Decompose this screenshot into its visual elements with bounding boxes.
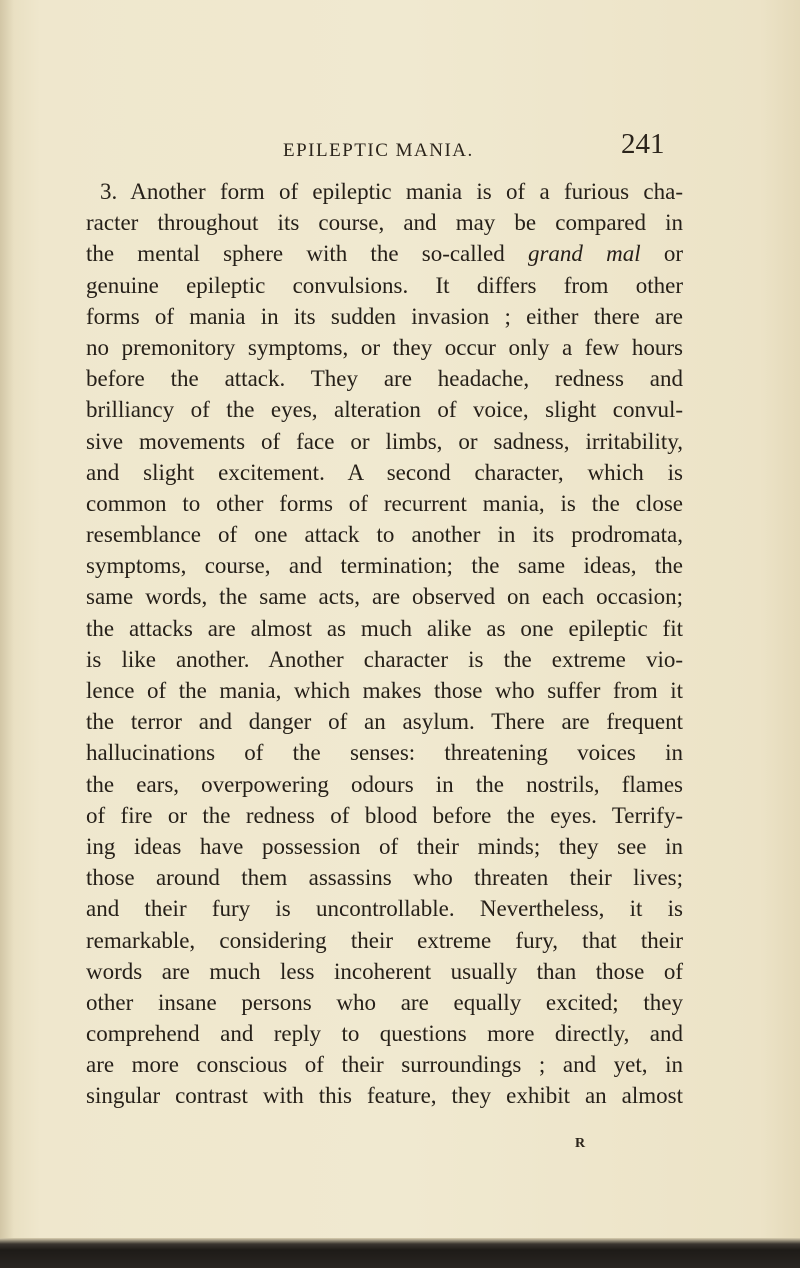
text-line-11: common to other forms of recurrent mania, is the close bbox=[86, 490, 683, 516]
text-line-4: genuine epileptic convulsions. It differs from other bbox=[86, 272, 683, 298]
text-line-26: words are much less incoherent usually than those of bbox=[86, 958, 683, 984]
text-line-14: same words, the same acts, are observed on each occasion; bbox=[86, 584, 683, 610]
text-line-5: forms of mania in its sudden invasion ; either there are bbox=[86, 303, 683, 329]
text-line-28: comprehend and reply to questions more directly, and bbox=[86, 1021, 683, 1047]
text-line-24: and their fury is uncontrollable. Nevertheless, it is bbox=[86, 896, 683, 922]
text-line-16: is like another. Another character is the extreme vio- bbox=[86, 646, 683, 672]
text-line-23: those around them assassins who threaten their lives; bbox=[86, 865, 683, 891]
signature-mark: R bbox=[575, 1136, 587, 1151]
text-line-15: the attacks are almost as much alike as one epileptic fit bbox=[86, 615, 683, 641]
text-line-20: the ears, overpowering odours in the nostrils, flames bbox=[86, 771, 683, 797]
text-line-10: and slight excitement. A second character, which is bbox=[86, 459, 683, 485]
text-line-3-after: or bbox=[640, 241, 684, 267]
running-title: EPILEPTIC MANIA. bbox=[283, 140, 474, 161]
text-line-3 bbox=[86, 238, 683, 269]
text-line-18: the terror and danger of an asylum. There are frequent bbox=[86, 709, 683, 735]
text-line-19: hallucinations of the senses: threatening voices in bbox=[86, 740, 683, 766]
text-line-17: lence of the mania, which makes those who suffer from it bbox=[86, 678, 683, 703]
text-line-3-before: the mental sphere with the so-called bbox=[86, 241, 528, 267]
body-text bbox=[86, 176, 683, 1112]
page-number: 241 bbox=[621, 128, 665, 160]
italic-term-grand-mal: grand mal bbox=[527, 241, 641, 267]
text-line-12: resemblance of one attack to another in its prodromata, bbox=[86, 522, 683, 548]
text-line-22: ing ideas have possession of their minds; they see in bbox=[86, 833, 683, 859]
text-line-21: of fire or the redness of blood before the eyes. Terrify- bbox=[86, 802, 683, 828]
binding-edge bbox=[0, 1238, 800, 1268]
gutter-shadow bbox=[0, 0, 14, 1268]
text-line-6: no premonitory symptoms, or they occur only a few hours bbox=[86, 334, 683, 360]
text-line-29: are more conscious of their surroundings ; and yet, in bbox=[86, 1052, 683, 1078]
text-line-9: sive movements of face or limbs, or sadness, irritability, bbox=[86, 428, 683, 454]
text-line-7: before the attack. They are headache, redness and bbox=[86, 366, 683, 392]
text-line-27: other insane persons who are equally excited; they bbox=[86, 989, 683, 1015]
text-line-25: remarkable, considering their extreme fury, that their bbox=[86, 927, 683, 953]
text-line-8: brilliancy of the eyes, alteration of voice, slight convul- bbox=[86, 397, 683, 423]
text-line-30: singular contrast with this feature, they exhibit an almost bbox=[86, 1083, 683, 1109]
text-line-1: 3. Another form of epileptic mania is of a furious cha- bbox=[100, 179, 683, 204]
text-line-2: racter throughout its course, and may be compared in bbox=[86, 210, 683, 236]
text-line-13: symptoms, course, and termination; the same ideas, the bbox=[86, 553, 683, 579]
